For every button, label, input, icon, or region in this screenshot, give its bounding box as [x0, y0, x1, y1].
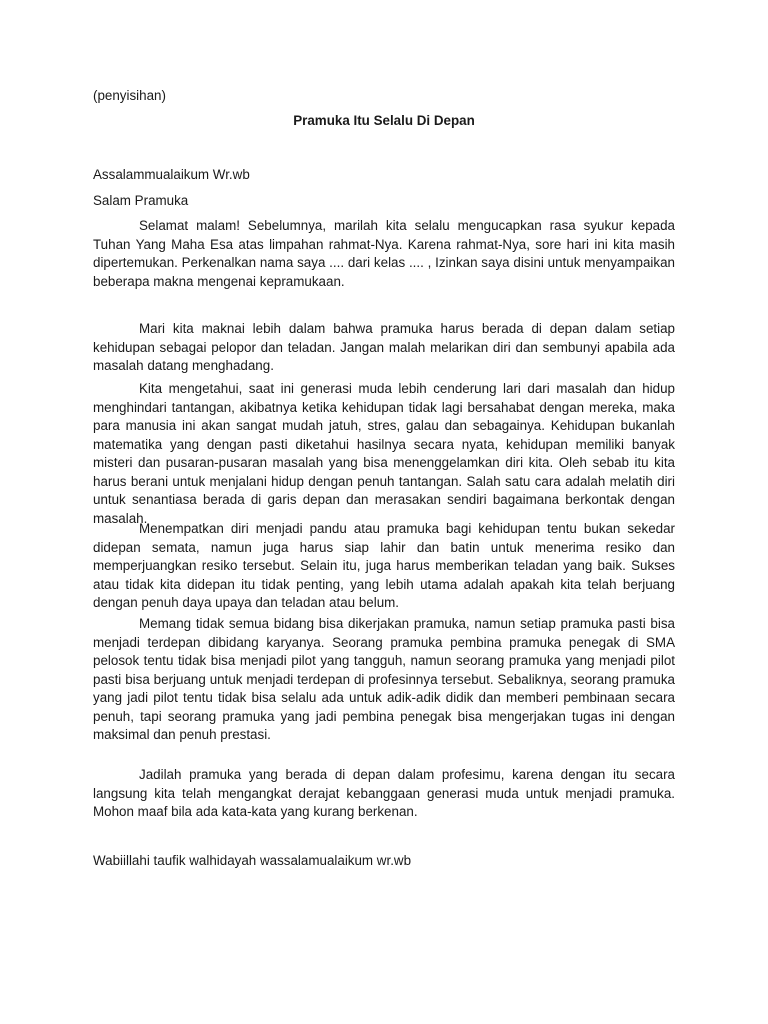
- paragraph-challenges: Kita mengetahui, saat ini generasi muda lebih cenderung lari dari masalah dan hidup menghindari tantangan, akibatnya ketika kehidupan tidak lagi bersahabat dengan mereka, maka para manusia ini akan sangat mudah jatuh, stres, galau dan sebagainya. Kehidupan bukanlah matematika yang dengan pasti diketahui hasilnya secara nyata, kehidupan memiliki banyak misteri dan pusaran-pusaran masalah yang bisa menenggelamkan diri kita. Oleh sebab itu kita harus berani untuk menjalani hidup dengan penuh tantangan. Salah satu cara adalah melatih diri untuk senantiasa berada di garis depan dan merasakan sendiri bagaimana berkontak dengan masalah.: [93, 381, 675, 526]
- paragraph-opening: Selamat malam! Sebelumnya, marilah kita selalu mengucapkan rasa syukur kepada Tuhan Yang Maha Esa atas limpahan rahmat-Nya. Karena rahmat-Nya, sore hari ini kita masih dipertemukan. Perkenalkan nama saya .... dari kelas .... , Izinkan saya disini untuk menyampaikan beberapa makna mengenai kepramukaan.: [93, 218, 675, 289]
- closing-line: Wabiillahi taufik walhidayah wassalamualaikum wr.wb: [93, 853, 412, 868]
- paragraph-leadership: Menempatkan diri menjadi pandu atau pramuka bagi kehidupan tentu bukan sekedar didepan semata, namun juga harus siap lahir dan batin untuk menerima resiko dan memperjuangkan resiko tersebut. Selain itu, juga harus memberikan teladan yang baik. Sukses atau tidak kita didepan itu tidak penting, yang lebih utama adalah apakah kita telah berjuang dengan penuh daya upaya dan teladan atau belum.: [93, 521, 675, 610]
- paragraph-professions: Memang tidak semua bidang bisa dikerjakan pramuka, namun setiap pramuka pasti bisa menjadi terdepan dibidang karyanya. Seorang pramuka pembina pramuka penegak di SMA pelosok tentu tidak bisa menjadi pilot yang tangguh, namun seorang pramuka yang menjadi pilot pasti bisa berjuang untuk menjadi terdepan di profesinnya tersebut. Sebaliknya, seorang pramuka yang jadi pilot tentu tidak bisa selalu ada untuk adik-adik didik dan memberi pembinaan secara penuh, tapi seorang pramuka yang jadi pembina penegak bisa mengerjakan tugas ini dengan maksimal dan penuh prestasi.: [93, 616, 675, 742]
- paragraph-conclusion: Jadilah pramuka yang berada di depan dalam profesimu, karena dengan itu secara langsung kita telah mengangkat derajat kebanggaan generasi muda untuk menjadi pramuka. Mohon maaf bila ada kata-kata yang kurang berkenan.: [93, 767, 675, 819]
- document-title: Pramuka Itu Selalu Di Depan: [293, 113, 475, 128]
- document-note: (penyisihan): [93, 88, 166, 103]
- greeting-line: Assalammualaikum Wr.wb: [93, 167, 250, 182]
- salutation-line: Salam Pramuka: [93, 193, 189, 208]
- paragraph-meaning: Mari kita maknai lebih dalam bahwa pramuka harus berada di depan dalam setiap kehidupan sebagai pelopor dan teladan. Jangan malah melarikan diri dan sembunyi apabila ada masalah datang menghadang.: [93, 321, 675, 373]
